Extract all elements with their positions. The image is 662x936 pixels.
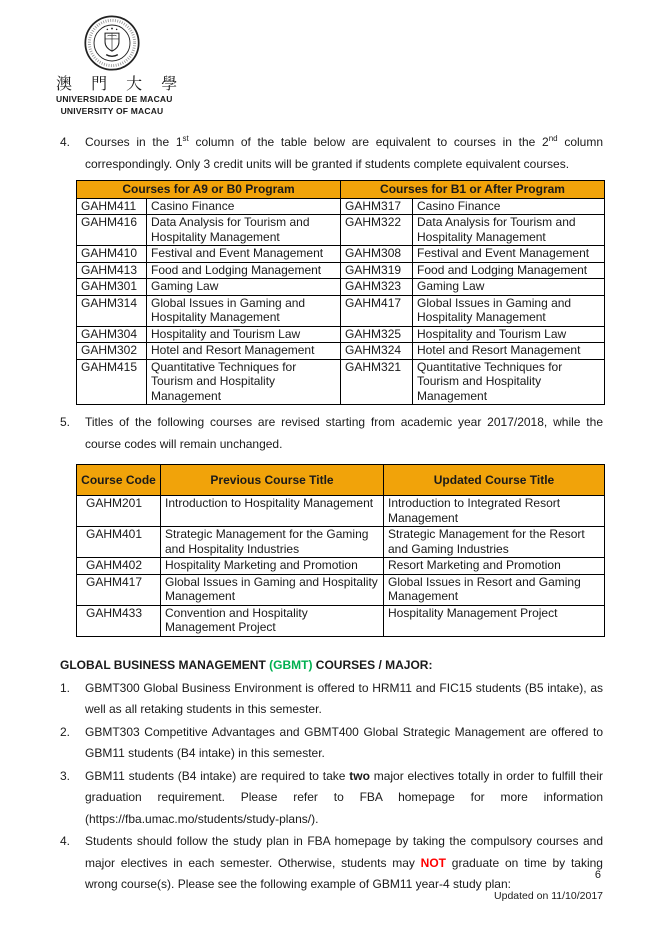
course-code-cell: GAHM416 [77, 215, 147, 246]
table-row [77, 558, 605, 575]
gbmt-list-item-4 [60, 831, 603, 896]
item-number: 2. [60, 724, 71, 739]
updated-title-cell: Introduction to Integrated Resort Management [384, 496, 605, 527]
course-title-cell: Global Issues in Gaming and Hospitality Management [413, 295, 605, 326]
column-header-b1-after: Courses for B1 or After Program [341, 181, 605, 199]
university-header [56, 14, 185, 117]
updated-title-cell: Global Issues in Resort and Gaming Management [384, 574, 605, 605]
course-title-cell: Quantitative Techniques for Tourism and Hospitality Management [413, 359, 605, 405]
column-header-previous-title: Previous Course Title [161, 465, 384, 496]
course-title-cell: Data Analysis for Tourism and Hospitality Management [147, 215, 341, 246]
gbmt-list-item-1 [60, 678, 603, 721]
table-row [77, 198, 605, 215]
course-title-cell: Festival and Event Management [147, 246, 341, 263]
course-code-cell: GAHM411 [77, 198, 147, 215]
updated-title-cell: Strategic Management for the Resort and Gaming Industries [384, 527, 605, 558]
course-code-cell: GAHM304 [77, 326, 147, 343]
table-row [77, 605, 605, 636]
updated-title-cell: Hospitality Management Project [384, 605, 605, 636]
updated-title-cell: Resort Marketing and Promotion [384, 558, 605, 575]
table-row [77, 262, 605, 279]
course-title-cell: Food and Lodging Management [413, 262, 605, 279]
course-code-cell: GAHM314 [77, 295, 147, 326]
course-code-cell: GAHM401 [77, 527, 161, 558]
equivalent-courses-table [76, 180, 605, 405]
item-number: 4. [60, 834, 71, 848]
course-code-cell: GAHM433 [77, 605, 161, 636]
gbmt-section-heading [60, 658, 603, 672]
university-name-portuguese: UNIVERSIDADE DE MACAU [56, 94, 173, 104]
course-title-cell: Hotel and Resort Management [147, 343, 341, 360]
paragraph-text: Courses in the 1 [85, 135, 183, 149]
paragraph-text: Students should follow the study plan in FBA homepage by taking the compulsory courses and major electives in each semester. Otherwise, students may [85, 834, 603, 870]
course-code-cell: GAHM415 [77, 359, 147, 405]
item-5-paragraph: Titles of the following courses are revised starting from academic year 2017/2018, while the course codes will remain unchanged. [85, 415, 603, 451]
course-title-cell: Gaming Law [413, 279, 605, 296]
university-seal-logo [83, 14, 141, 72]
course-code-cell: GAHM302 [77, 343, 147, 360]
course-title-cell: Quantitative Techniques for Tourism and Hospitality Management [147, 359, 341, 405]
table-header-row [77, 181, 605, 199]
previous-title-cell: Global Issues in Gaming and Hospitality Management [161, 574, 384, 605]
table-row [77, 574, 605, 605]
table-row [77, 359, 605, 405]
table-row [77, 343, 605, 360]
updated-date: Updated on 11/10/2017 [494, 890, 603, 902]
paragraph-text: major electives totally in order to fulfill their graduation requirement. Please refer to FBA homepage for more information (https://fba.umac.mo/students/study-plans/). [85, 768, 603, 826]
warning-word: NOT [420, 855, 447, 870]
course-title-cell: Casino Finance [413, 198, 605, 215]
revised-course-titles-table [76, 464, 605, 637]
gbmt-item-4-paragraph [85, 831, 603, 896]
paragraph-text: GBM11 students (B4 intake) are required to take [85, 768, 350, 783]
course-title-cell: Hospitality and Tourism Law [147, 326, 341, 343]
course-code-cell: GAHM319 [341, 262, 413, 279]
table-row [77, 326, 605, 343]
paragraph-text: graduate on time by taking wrong course(s). Please see the following example of GBM11 year-4 study plan: [85, 855, 603, 891]
ordinal-superscript: st [182, 134, 189, 143]
course-code-cell: GAHM317 [341, 198, 413, 215]
course-code-cell: GAHM402 [77, 558, 161, 575]
course-title-cell: Festival and Event Management [413, 246, 605, 263]
course-title-cell: Global Issues in Gaming and Hospitality Management [147, 295, 341, 326]
heading-text: GLOBAL BUSINESS MANAGEMENT [60, 657, 270, 672]
course-code-cell: GAHM301 [77, 279, 147, 296]
paragraph-text: column of the table below are equivalent to courses in the 2 [188, 135, 549, 149]
gbmt-numbered-list [60, 678, 603, 896]
table-row [77, 527, 605, 558]
university-name-english: UNIVERSITY OF MACAU [60, 106, 164, 116]
course-title-cell: Gaming Law [147, 279, 341, 296]
gbmt-item-1-paragraph: GBMT300 Global Business Environment is offered to HRM11 and FIC15 students (B5 intake), as well as all retaking students in this semester. [85, 680, 603, 716]
course-code-cell: GAHM417 [77, 574, 161, 605]
previous-title-cell: Introduction to Hospitality Management [161, 496, 384, 527]
item-number: 3. [60, 768, 71, 783]
column-header-updated-title: Updated Course Title [384, 465, 605, 496]
course-code-cell: GAHM413 [77, 262, 147, 279]
table-row [77, 496, 605, 527]
page-number: 6 [594, 869, 601, 881]
course-title-cell: Casino Finance [147, 198, 341, 215]
previous-title-cell: Convention and Hospitality Management Project [161, 605, 384, 636]
table-row [77, 295, 605, 326]
item-number: 4. [60, 135, 71, 149]
course-code-cell: GAHM417 [341, 295, 413, 326]
university-name-chinese: 澳 門 大 學 [56, 74, 185, 93]
emphasized-word: two [349, 768, 370, 783]
course-code-cell: GAHM324 [341, 343, 413, 360]
course-title-cell: Hotel and Resort Management [413, 343, 605, 360]
previous-title-cell: Strategic Management for the Gaming and Hospitality Industries [161, 527, 384, 558]
course-title-cell: Data Analysis for Tourism and Hospitality Management [413, 215, 605, 246]
course-title-cell: Hospitality and Tourism Law [413, 326, 605, 343]
gbmt-list-item-3 [60, 766, 603, 831]
course-code-cell: GAHM201 [77, 496, 161, 527]
item-number: 1. [60, 680, 71, 695]
course-code-cell: GAHM323 [341, 279, 413, 296]
gbmt-item-3-paragraph [85, 766, 603, 831]
table-row [77, 215, 605, 246]
paragraph-text: column correspondingly. Only 3 credit units will be granted if students complete equivalent courses. [85, 135, 603, 171]
table-row [77, 279, 605, 296]
column-header-course-code: Course Code [77, 465, 161, 496]
previous-title-cell: Hospitality Marketing and Promotion [161, 558, 384, 575]
list-item-4 [60, 132, 603, 175]
gbmt-list-item-2 [60, 722, 603, 765]
item-number: 5. [60, 415, 71, 429]
gbmt-abbreviation: (GBMT) [269, 657, 313, 672]
list-item-5 [60, 412, 603, 455]
heading-text: COURSES / MAJOR: [312, 657, 433, 672]
table-row [77, 246, 605, 263]
ordinal-superscript: nd [548, 134, 558, 143]
course-code-cell: GAHM322 [341, 215, 413, 246]
course-code-cell: GAHM308 [341, 246, 413, 263]
gbmt-item-2-paragraph: GBMT303 Competitive Advantages and GBMT400 Global Strategic Management are offered to GBM11 students (B4 intake) in this semester. [85, 724, 603, 760]
course-title-cell: Food and Lodging Management [147, 262, 341, 279]
column-header-a9-b0: Courses for A9 or B0 Program [77, 181, 341, 199]
course-code-cell: GAHM325 [341, 326, 413, 343]
table-header-row [77, 465, 605, 496]
course-code-cell: GAHM321 [341, 359, 413, 405]
item-4-paragraph [85, 132, 603, 175]
course-code-cell: GAHM410 [77, 246, 147, 263]
